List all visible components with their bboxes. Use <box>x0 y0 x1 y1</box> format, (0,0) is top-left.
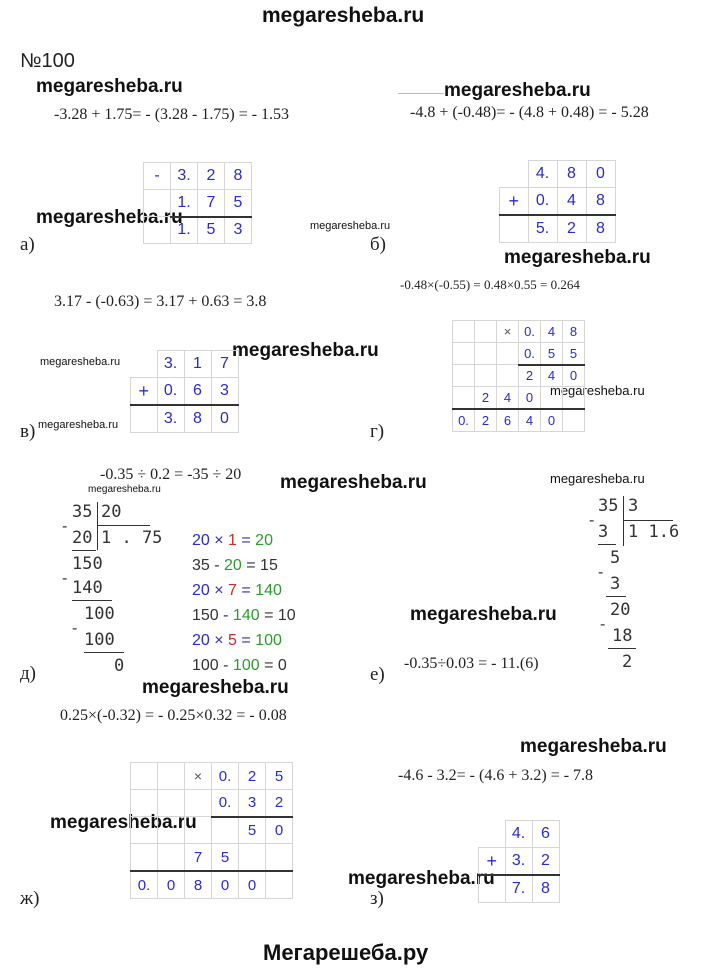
label-z: з) <box>370 888 384 909</box>
label-d: д) <box>20 663 36 684</box>
cell: 5. <box>528 215 557 243</box>
cell: 8 <box>563 321 585 343</box>
step-line <box>598 544 616 545</box>
cell: 8 <box>532 875 559 903</box>
cell: 0 <box>239 871 266 899</box>
divisor: 20 <box>101 502 122 522</box>
division-bar <box>623 496 624 546</box>
cell: 4 <box>519 409 541 432</box>
step: 0 <box>114 656 125 676</box>
cell: 2 <box>475 409 497 432</box>
equation-g: -0.48×(-0.55) = 0.48×0.55 = 0.264 <box>400 277 580 292</box>
cell: 0 <box>266 817 293 844</box>
footer-watermark: Мегарешеба.ру <box>263 940 429 965</box>
cell: 0 <box>586 161 615 188</box>
problem-number: №100 <box>20 50 75 72</box>
table-zh <box>130 762 293 899</box>
label-b: б) <box>370 234 386 255</box>
cell: 8 <box>557 161 586 188</box>
step: 18 <box>612 626 633 646</box>
note-row: 100 - 100 = 0 <box>192 657 287 674</box>
minus-sign: - <box>62 570 68 587</box>
step-line <box>608 648 636 649</box>
cell: 3. <box>157 405 184 433</box>
watermark: megaresheba.ru <box>550 471 645 486</box>
step: 5 <box>610 548 621 568</box>
op-sign: × <box>497 321 519 343</box>
cell: 0. <box>528 188 557 216</box>
cell: 3 <box>225 217 252 244</box>
equation-v: 3.17 - (-0.63) = 3.17 + 0.63 = 3.8 <box>54 293 267 310</box>
step-line <box>606 596 626 597</box>
label-a: а) <box>20 234 35 255</box>
division-bar <box>97 502 98 550</box>
note-row: 20 × 5 = 100 <box>192 632 282 649</box>
cell: 5 <box>266 763 293 790</box>
quotient: 1 1.6 <box>628 522 680 542</box>
label-v: в) <box>20 421 36 442</box>
step: 140 <box>72 578 103 598</box>
watermark: megaresheba.ru <box>36 207 183 228</box>
watermark: megaresheba.ru <box>520 736 667 757</box>
cell: 6 <box>497 409 519 432</box>
cell: 0. <box>212 763 239 790</box>
note-row: 150 - 140 = 10 <box>192 607 296 624</box>
cell: 3 <box>239 790 266 817</box>
quotient: 1 . 75 <box>101 528 163 548</box>
table-a <box>143 162 252 244</box>
cell: 4. <box>505 821 532 848</box>
watermark: megaresheba.ru <box>50 812 197 833</box>
watermark: megaresheba.ru <box>40 356 121 368</box>
op-sign: + <box>500 188 529 216</box>
cell: 0. <box>131 871 158 899</box>
watermark: megaresheba.ru <box>444 80 591 101</box>
division-notes <box>192 528 296 678</box>
cell: 2 <box>519 365 541 387</box>
cell: 0 <box>519 387 541 410</box>
cell: 8 <box>225 163 252 190</box>
step-line <box>84 652 124 653</box>
watermark: megaresheba.ru <box>310 220 391 232</box>
op-sign: - <box>144 163 171 190</box>
cell: 8 <box>185 871 212 899</box>
cell: 5 <box>563 343 585 365</box>
step-line <box>72 550 96 551</box>
watermark: megaresheba.ru <box>36 76 183 97</box>
note-row: 20 × 7 = 140 <box>192 582 282 599</box>
cell: 3. <box>171 163 198 190</box>
cell: 0 <box>211 405 238 433</box>
note-row: 20 × 1 = 20 <box>192 532 273 549</box>
equation-z: -4.6 - 3.2= - (4.6 + 3.2) = - 7.8 <box>398 767 594 784</box>
watermark: megaresheba.ru <box>550 383 645 398</box>
cell: 6 <box>532 821 559 848</box>
minus-sign: - <box>598 564 604 581</box>
cell: 5 <box>239 817 266 844</box>
watermark: megaresheba.ru <box>348 868 495 889</box>
cell: 3 <box>211 378 238 406</box>
note-row: 35 - 20 = 15 <box>192 557 278 574</box>
cell: 4 <box>541 321 563 343</box>
equation-e: -0.35÷0.03 = - 11.(6) <box>404 655 539 672</box>
divisor: 3 <box>628 496 639 516</box>
op-sign: × <box>185 763 212 790</box>
dividend: 35 <box>598 496 619 516</box>
step: 150 <box>72 554 103 574</box>
minus-sign: - <box>600 616 606 633</box>
cell: 3. <box>505 848 532 876</box>
cell: 8 <box>586 188 615 216</box>
division-bar <box>97 525 150 526</box>
op-sign: + <box>479 848 506 876</box>
dividend: 35 <box>72 502 93 522</box>
label-e: е) <box>370 664 385 685</box>
cell: 1. <box>171 190 198 217</box>
watermark: megaresheba.ru <box>410 604 557 625</box>
watermark: megaresheba.ru <box>504 247 651 268</box>
cell: 0. <box>519 343 541 365</box>
step: 2 <box>622 652 633 672</box>
equation-d: -0.35 ÷ 0.2 = -35 ÷ 20 <box>100 466 242 483</box>
equation-b: -4.8 + (-0.48)= - (4.8 + 0.48) = - 5.28 <box>410 104 649 121</box>
cell: 5 <box>198 217 225 244</box>
watermark: megaresheba.ru <box>232 340 379 361</box>
header-watermark: megaresheba.ru <box>262 4 425 27</box>
minus-sign: - <box>62 518 68 535</box>
step: 20 <box>610 600 631 620</box>
label-g: г) <box>370 421 385 442</box>
cell: 0 <box>158 871 185 899</box>
divider-line <box>398 93 444 94</box>
cell: 4 <box>541 365 563 387</box>
step: 100 <box>84 604 115 624</box>
cell: 7 <box>185 844 212 872</box>
step: 100 <box>84 630 115 650</box>
cell: 3. <box>157 351 184 378</box>
op-sign: + <box>131 378 158 406</box>
cell: 1. <box>171 217 198 244</box>
cell: 6 <box>184 378 211 406</box>
watermark: megaresheba.ru <box>142 677 289 698</box>
label-zh: ж) <box>20 888 40 909</box>
cell: 5 <box>225 190 252 217</box>
cell: 2 <box>532 848 559 876</box>
cell: 7 <box>198 190 225 217</box>
watermark: megaresheba.ru <box>38 419 119 431</box>
cell: 8 <box>184 405 211 433</box>
division-bar <box>623 520 673 521</box>
cell: 5 <box>541 343 563 365</box>
table-v <box>130 350 239 433</box>
watermark: megaresheba.ru <box>280 472 427 493</box>
cell: 0 <box>212 871 239 899</box>
cell: 2 <box>266 790 293 817</box>
cell: 0. <box>519 321 541 343</box>
table-b <box>499 160 616 243</box>
table-z <box>478 820 560 903</box>
cell: 4 <box>557 188 586 216</box>
step-line <box>72 600 112 601</box>
cell: 0. <box>453 409 475 432</box>
cell: 2 <box>475 387 497 410</box>
equation-a: -3.28 + 1.75= - (3.28 - 1.75) = - 1.53 <box>54 106 290 123</box>
cell: 4 <box>497 387 519 410</box>
cell: 7. <box>505 875 532 903</box>
cell: 2 <box>557 215 586 243</box>
table-g <box>452 320 585 432</box>
cell: 2 <box>198 163 225 190</box>
cell: 2 <box>239 763 266 790</box>
step: 20 <box>72 528 93 548</box>
cell: 1 <box>184 351 211 378</box>
cell: 7 <box>211 351 238 378</box>
minus-sign: - <box>72 620 78 637</box>
cell: 8 <box>586 215 615 243</box>
cell: 5 <box>212 844 239 872</box>
step: 3 <box>598 522 609 542</box>
minus-sign: - <box>589 512 595 529</box>
cell: 0 <box>563 365 585 387</box>
watermark: megaresheba.ru <box>88 484 161 495</box>
equation-zh: 0.25×(-0.32) = - 0.25×0.32 = - 0.08 <box>60 707 287 724</box>
cell: 0 <box>541 409 563 432</box>
cell: 4. <box>528 161 557 188</box>
step: 3 <box>610 574 621 594</box>
cell: 0. <box>157 378 184 406</box>
cell: 0. <box>212 790 239 817</box>
